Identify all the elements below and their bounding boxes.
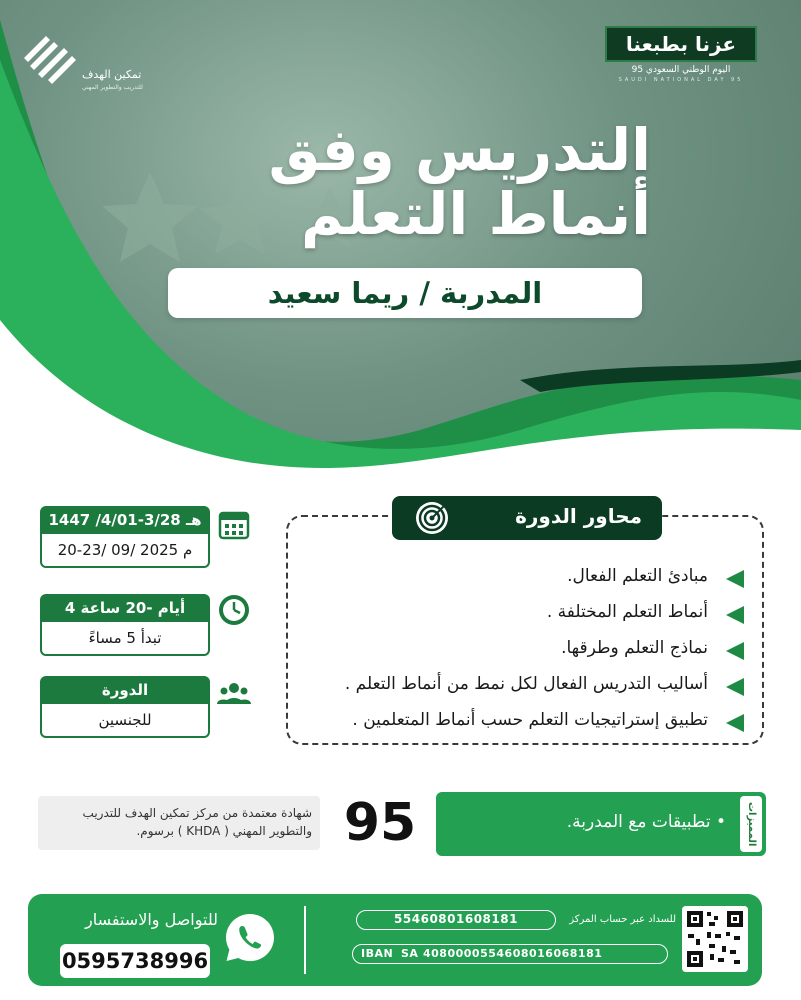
brand-subtitle: للتدريب والتطوير المهني [82,84,143,91]
iban-country: SA [401,947,419,960]
national-day-text: اليوم الوطني السعودي 95 [631,65,731,75]
group-icon [216,676,252,712]
duration: 4 أيام -20 ساعة [40,594,210,622]
features-bar [436,792,766,856]
axis-item-text: أنماط التعلم المختلفة . [546,602,708,622]
payment-label: للسداد عبر حساب المركز [569,914,676,925]
national-day-en: SAUDI NATIONAL DAY 95 [618,77,744,83]
features-tag: المميزات [740,796,762,852]
arrow-icon [726,714,744,732]
phone-number[interactable]: 0595738996 [60,944,210,978]
national-day-badge: عزنا بطبعنا [605,26,757,62]
date-box [40,506,210,568]
axis-item-text: نماذج التعلم وطرقها. [561,638,708,658]
target-icon [414,500,450,536]
course-axes-box [286,515,764,745]
account-number: 55460801608181 [356,910,556,930]
iban-label: IBAN [361,947,394,960]
axis-item-text: أساليب التدريس الفعال لكل نمط من أنماط التعلم . [344,674,708,694]
contact-footer [28,894,762,986]
brand-name: تمكين الهدف [82,68,142,81]
certificate-note: شهادة معتمدة من مركز تمكين الهدف للتدريب والتطوير المهني ( KHDA ) برسوم. [38,796,320,850]
audience: للجنسين [40,704,210,738]
list-item [310,561,750,597]
list-item [310,597,750,633]
axes-list [310,561,750,741]
axis-item-text: تطبيق إستراتيجيات التعلم حسب أنماط المتعلمين . [352,710,708,730]
list-item [310,705,750,741]
axis-item-text: مبادئ التعلم الفعال. [567,566,708,586]
date-gregorian: 20-23/ 09/ 2025 م [40,534,210,568]
brand-logo [20,28,150,98]
course-title [131,118,651,246]
iban-number: 4080000554608016068181 [423,947,603,960]
divider [304,906,306,974]
arrow-icon [726,606,744,624]
price-number: 95 [343,793,417,853]
brand-mark-icon [20,28,80,88]
course-label: الدورة [40,676,210,704]
contact-label: للتواصل والاستفسار [85,910,218,929]
iban-field [352,944,668,964]
audience-box [40,676,210,738]
start-time: تبدأ 5 مساءً [40,622,210,656]
feature-item: • تطبيقات مع المدربة. [566,812,726,832]
calendar-icon [216,506,252,542]
list-item [310,669,750,705]
arrow-icon [726,642,744,660]
title-line-2: أنماط التعلم [301,180,651,248]
list-item [310,633,750,669]
duration-box [40,594,210,656]
date-hijri: 1447 /4/01-3/28 هـ [40,506,210,534]
national-day-logo [601,26,761,96]
arrow-icon [726,570,744,588]
whatsapp-icon[interactable] [222,910,278,966]
arrow-icon [726,678,744,696]
title-line-1: التدريس وفق [268,116,651,184]
clock-icon [216,592,252,628]
axes-heading-label: محاور الدورة [515,504,642,528]
trainer-name: المدربة / ريما سعيد [168,268,642,318]
axes-heading [392,496,662,540]
qr-code-icon[interactable] [682,906,748,972]
